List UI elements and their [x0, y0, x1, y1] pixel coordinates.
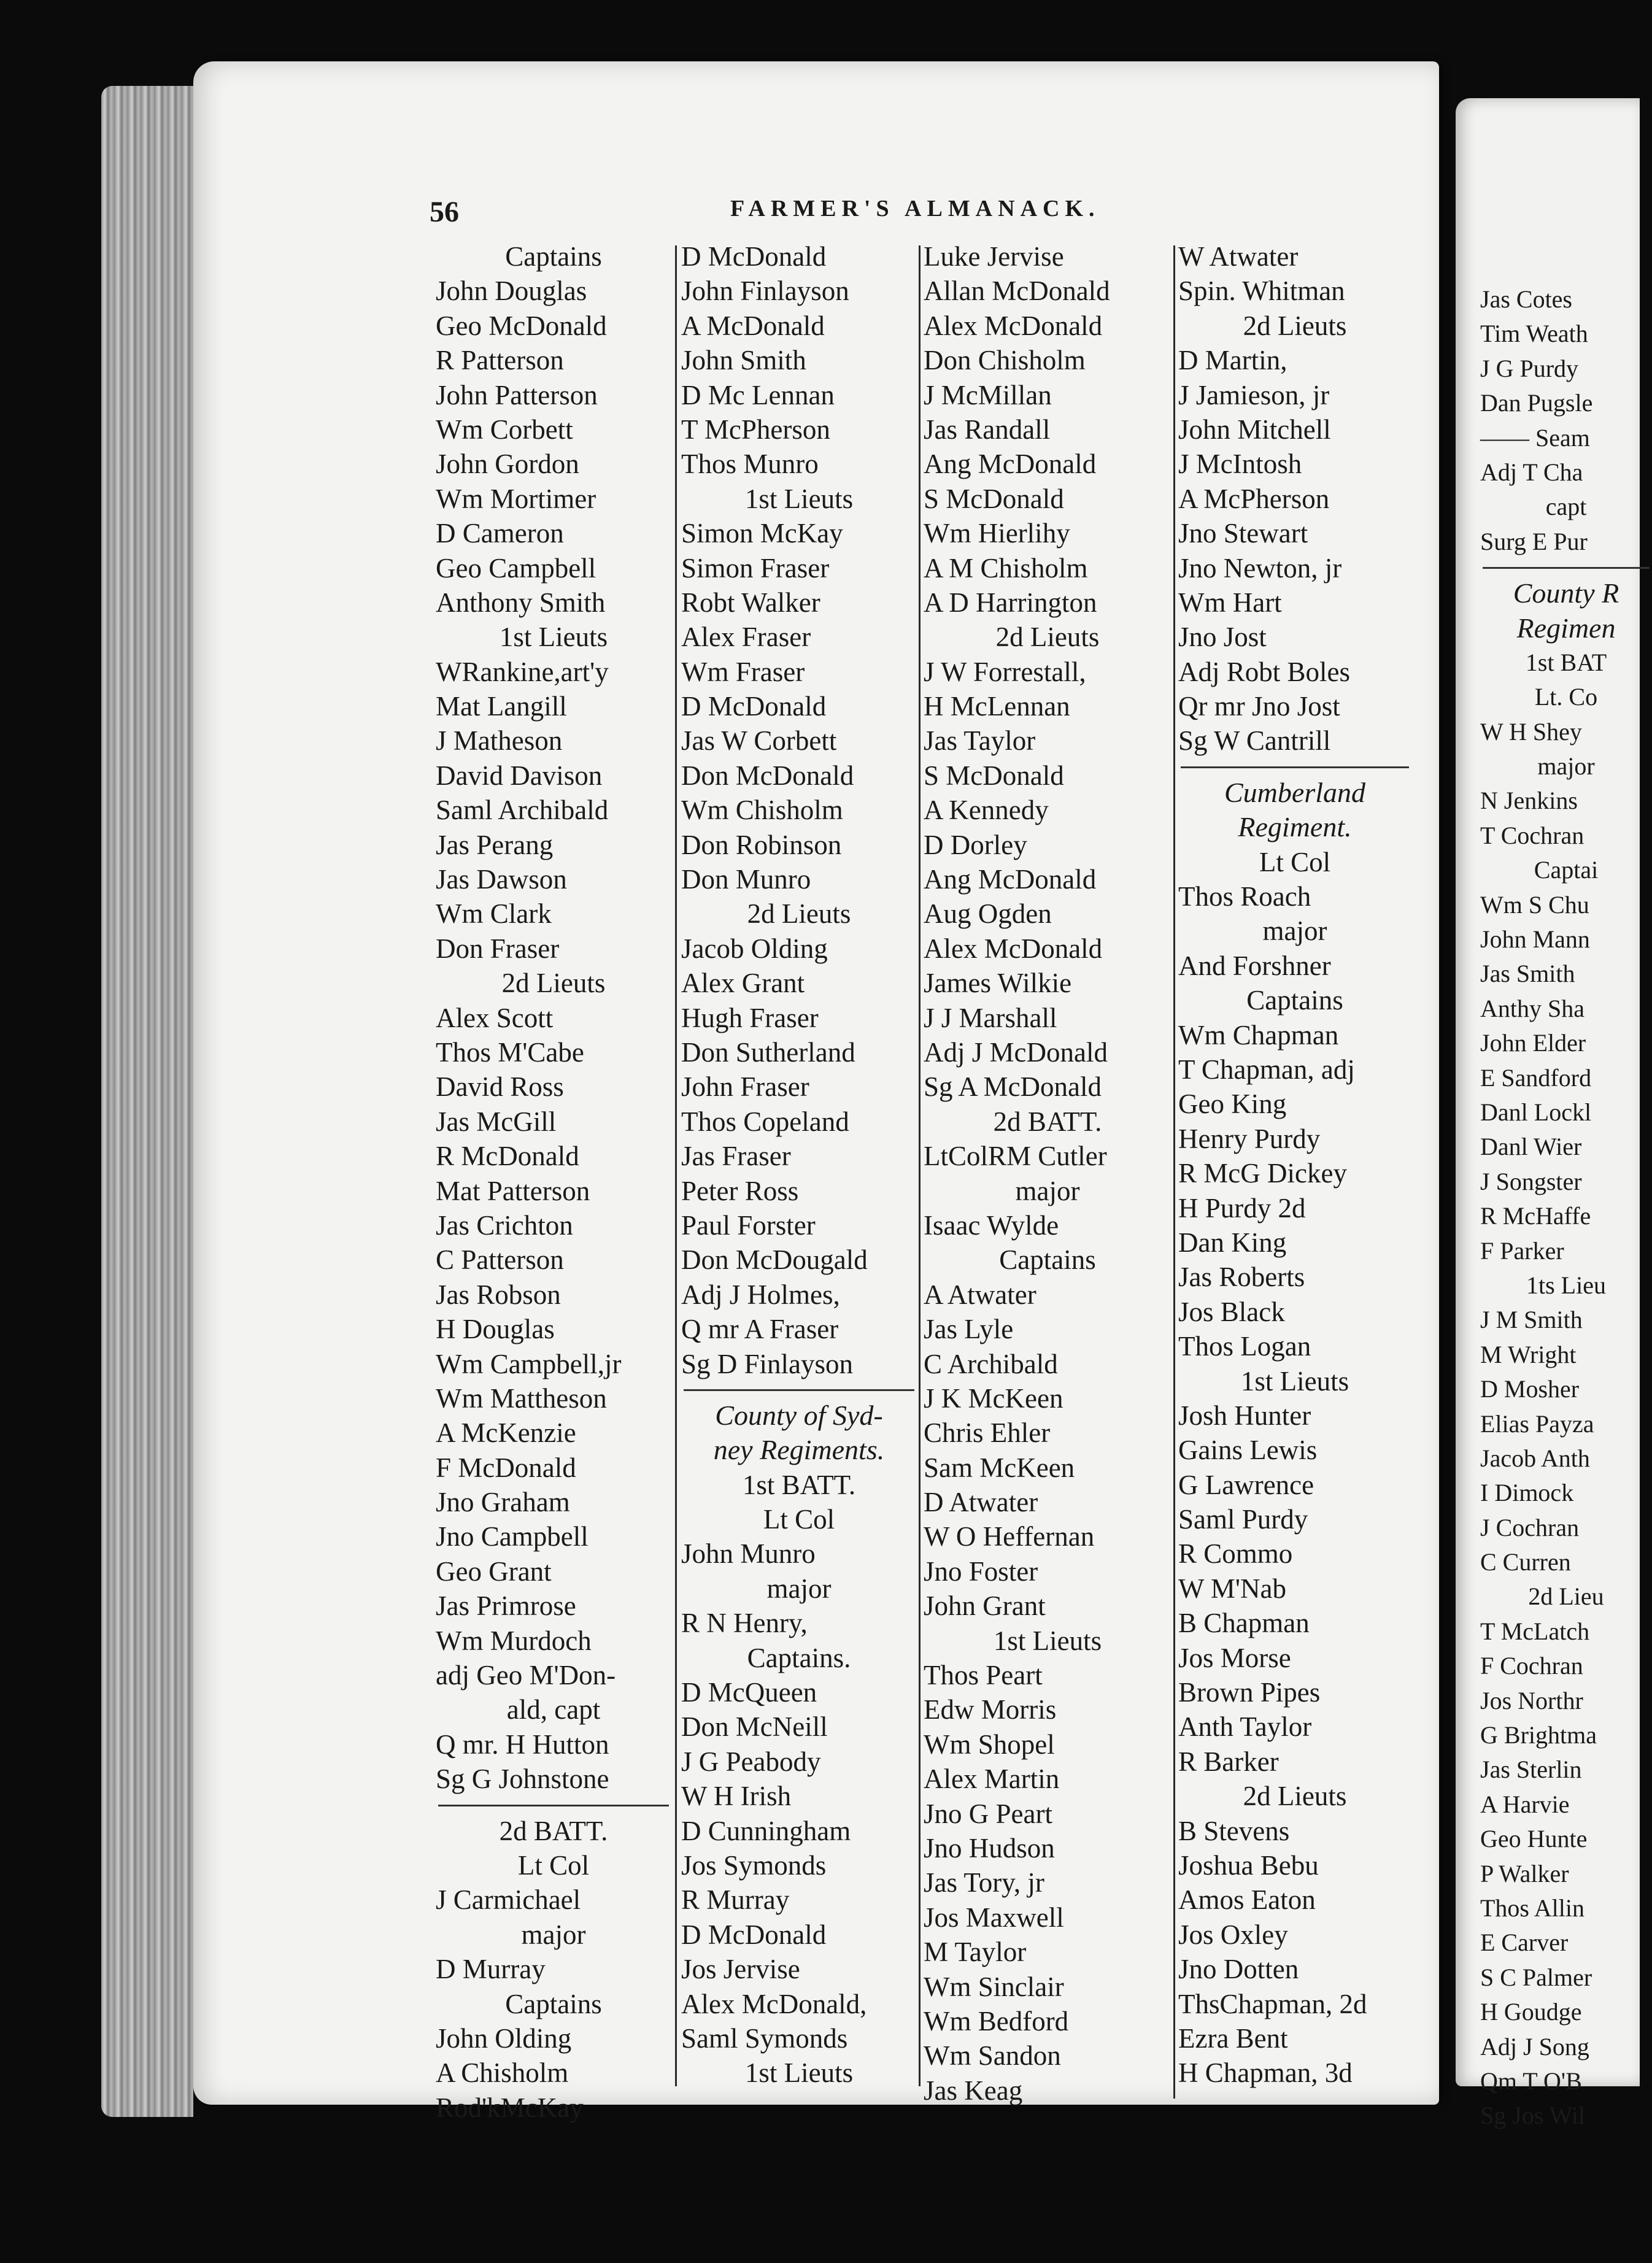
roster-entry: B Stevens: [1178, 1815, 1290, 1846]
roster-entry: Sg G Johnstone: [436, 1764, 609, 1795]
rank-heading: Captains.: [747, 1642, 851, 1673]
roster-entry: J G Peabody: [681, 1746, 821, 1777]
roster-entry: Wm Murdoch: [436, 1625, 592, 1656]
roster-entry: S McDonald: [924, 483, 1064, 514]
roster-entry: J K McKeen: [924, 1382, 1063, 1414]
rank-heading: 1st Lieuts: [1240, 1365, 1349, 1397]
rank-heading: major: [1537, 752, 1595, 781]
roster-entry: J Cochran: [1480, 1513, 1580, 1541]
facing-page-partial: [1456, 98, 1640, 2130]
roster-entry: Don Chisholm: [924, 345, 1086, 376]
roster-entry: John Finlayson: [681, 276, 849, 307]
roster-entry: J Jamieson, jr: [1178, 379, 1330, 411]
roster-entry: Adj J McDonald: [924, 1036, 1108, 1068]
roster-entry: ThsChapman, 2d: [1178, 1988, 1367, 2019]
roster-entry: Jos Jervise: [681, 1954, 800, 1985]
roster-entry: Ang McDonald: [924, 449, 1097, 480]
roster-entry: Isaac Wylde: [924, 1209, 1059, 1241]
roster-entry: A Kennedy: [924, 795, 1049, 826]
roster-entry: Jas Taylor: [924, 725, 1036, 757]
roster-entry: M Wright: [1480, 1340, 1577, 1368]
roster-entry: P Walker: [1480, 1859, 1569, 1887]
roster-entry: W M'Nab: [1178, 1573, 1287, 1604]
roster-entry: Jno Campbell: [436, 1521, 589, 1552]
roster-entry: Jas Lyle: [924, 1314, 1014, 1345]
roster-column-1: [436, 239, 671, 2125]
rank-heading: major: [1262, 916, 1327, 947]
roster-entry: J Songster: [1480, 1167, 1582, 1195]
rank-heading: Captai: [1534, 856, 1599, 884]
roster-entry: Amos Eaton: [1178, 1884, 1316, 1916]
roster-entry: Jas Roberts: [1178, 1262, 1305, 1293]
roster-entry: Don Robinson: [681, 829, 842, 860]
roster-entry: Edw Morris: [924, 1694, 1057, 1725]
roster-column-facing-page: [1480, 282, 1652, 2134]
rank-heading: 1st BATT.: [742, 1469, 856, 1500]
roster-entry: Jno Foster: [924, 1556, 1038, 1587]
roster-entry: Anthony Smith: [436, 587, 606, 618]
roster-entry: Aug Ogden: [924, 898, 1052, 930]
rank-heading: Captains: [505, 241, 602, 272]
roster-entry: H McLennan: [924, 691, 1070, 722]
roster-entry: Jno Jost: [1178, 622, 1267, 653]
roster-entry: H Chapman, 3d: [1178, 2057, 1353, 2089]
roster-entry: Jno Dotten: [1178, 1954, 1299, 1985]
roster-entry: W O Heffernan: [924, 1521, 1095, 1552]
roster-entry: T McPherson: [681, 414, 830, 445]
roster-entry: Chris Ehler: [924, 1417, 1051, 1449]
roster-entry: D McDonald: [681, 241, 827, 272]
section-rule: [681, 1381, 917, 1398]
roster-entry: Qm T O'B: [1480, 2067, 1582, 2095]
roster-entry: D Mc Lennan: [681, 379, 835, 411]
roster-entry: Geo Hunte: [1480, 1825, 1588, 1853]
roster-entry: Jno Stewart: [1178, 518, 1308, 549]
roster-entry: Q mr. H Hutton: [436, 1729, 609, 1760]
roster-entry: Alex McDonald: [924, 933, 1103, 964]
roster-entry: Jno G Peart: [924, 1798, 1052, 1829]
roster-entry: Wm Mortimer: [436, 483, 596, 514]
roster-entry: Thos M'Cabe: [436, 1036, 584, 1068]
roster-entry: Thos Allin: [1480, 1894, 1585, 1922]
roster-entry: Geo Campbell: [436, 552, 596, 584]
section-heading: Cumberland: [1224, 776, 1365, 808]
roster-entry: John Grant: [924, 1590, 1046, 1622]
roster-entry: Wm Clark: [436, 898, 552, 930]
roster-entry: J Matheson: [436, 725, 563, 757]
section-heading: ney Regiments.: [713, 1434, 885, 1466]
roster-entry: A McDonald: [681, 310, 825, 341]
roster-entry: T Chapman, adj: [1178, 1054, 1355, 1085]
roster-entry: Jas McGill: [436, 1106, 557, 1137]
roster-entry: Geo Grant: [436, 1556, 552, 1587]
rank-heading: 2d Lieuts: [1243, 310, 1347, 341]
rank-heading: 1st BAT: [1525, 648, 1607, 676]
roster-entry: J McMillan: [924, 379, 1052, 411]
section-heading: Regimen: [1516, 612, 1616, 644]
roster-entry: J J Marshall: [924, 1002, 1057, 1033]
roster-entry: Simon McKay: [681, 518, 843, 549]
roster-entry: A Harvie: [1480, 1790, 1570, 1818]
roster-entry: J Carmichael: [436, 1884, 581, 1916]
roster-entry: Jos Maxwell: [924, 1902, 1064, 1933]
roster-entry: Jas W Corbett: [681, 725, 837, 757]
section-rule: [1480, 559, 1652, 576]
roster-entry: H Purdy 2d: [1178, 1192, 1306, 1224]
roster-entry: A D Harrington: [924, 587, 1097, 618]
rank-heading: 1st Lieuts: [744, 2057, 854, 2089]
roster-entry: R McDonald: [436, 1141, 579, 1172]
roster-entry: Mat Langill: [436, 691, 567, 722]
roster-entry: Allan McDonald: [924, 276, 1110, 307]
roster-entry: Thos Peart: [924, 1660, 1043, 1691]
roster-entry: Qr mr Jno Jost: [1178, 691, 1340, 722]
rank-heading: Lt Col: [763, 1504, 835, 1535]
roster-entry: Tim Weath: [1480, 320, 1588, 348]
roster-entry: M Taylor: [924, 1937, 1027, 1968]
roster-entry: David Davison: [436, 760, 603, 791]
roster-entry: J G Purdy: [1480, 354, 1579, 382]
roster-entry: Alex Grant: [681, 968, 805, 999]
roster-entry: Jas Perang: [436, 829, 554, 860]
roster-entry: Ezra Bent: [1178, 2022, 1288, 2054]
roster-entry: Don Munro: [681, 864, 811, 895]
rank-heading: Lt. Co: [1534, 683, 1598, 711]
rank-heading: 2d BATT.: [499, 1815, 608, 1846]
rank-heading: major: [521, 1919, 586, 1950]
rank-heading: major: [1015, 1175, 1080, 1206]
roster-entry: R McHaffe: [1480, 1202, 1591, 1230]
roster-entry: Surg E Pur: [1480, 527, 1588, 555]
roster-entry: adj Geo M'Don-: [436, 1660, 616, 1691]
roster-entry: Ang McDonald: [924, 864, 1097, 895]
roster-entry: Jas Primrose: [436, 1590, 576, 1622]
roster-entry: Don McDonald: [681, 760, 854, 791]
roster-entry: Don McNeill: [681, 1711, 828, 1743]
roster-entry: F Cochran: [1480, 1652, 1583, 1680]
roster-entry: Jos Black: [1178, 1296, 1285, 1327]
roster-entry: Alex Scott: [436, 1002, 554, 1033]
roster-entry: R McG Dickey: [1178, 1158, 1347, 1189]
roster-entry: Don Sutherland: [681, 1036, 855, 1068]
roster-entry: J M Smith: [1480, 1306, 1583, 1334]
roster-entry: C Patterson: [436, 1244, 564, 1276]
roster-entry: Wm Shopel: [924, 1729, 1055, 1760]
roster-entry: Wm Fraser: [681, 656, 805, 687]
roster-entry: Henry Purdy: [1178, 1123, 1321, 1154]
roster-entry: Jas Dawson: [436, 864, 567, 895]
rank-heading: Lt Col: [517, 1849, 590, 1881]
roster-entry: Rod'kMcKay: [436, 2092, 584, 2123]
roster-entry: And Forshner: [1178, 950, 1331, 981]
roster-entry: T Cochran: [1480, 821, 1584, 849]
running-title: FARMER'S ALMANACK.: [730, 196, 1100, 222]
roster-entry: Saml Archibald: [436, 795, 609, 826]
section-heading: Regiment.: [1238, 811, 1352, 843]
roster-entry: H Douglas: [436, 1314, 555, 1345]
roster-column-2: [681, 239, 917, 2091]
roster-entry: Thos Copeland: [681, 1106, 849, 1137]
roster-entry: Thos Roach: [1178, 881, 1311, 912]
roster-entry: H Goudge: [1480, 1998, 1582, 2026]
roster-entry: Sg D Finlayson: [681, 1348, 854, 1379]
section-rule: [436, 1797, 671, 1814]
roster-entry: Anth Taylor: [1178, 1711, 1312, 1743]
roster-entry: E Carver: [1480, 1929, 1569, 1957]
roster-entry: A Atwater: [924, 1279, 1036, 1310]
rank-heading: major: [766, 1573, 832, 1604]
roster-entry: N Jenkins: [1480, 787, 1578, 815]
roster-entry: T McLatch: [1480, 1617, 1590, 1645]
roster-entry: Q mr A Fraser: [681, 1314, 839, 1345]
roster-entry: Hugh Fraser: [681, 1002, 819, 1033]
roster-entry: Wm Chapman: [1178, 1019, 1339, 1051]
roster-entry: Alex McDonald,: [681, 1988, 867, 2019]
roster-entry: R Patterson: [436, 345, 564, 376]
roster-entry: F Parker: [1480, 1236, 1564, 1265]
roster-entry: C Curren: [1480, 1548, 1571, 1576]
roster-entry: A McPherson: [1178, 483, 1330, 514]
roster-entry: Mat Patterson: [436, 1175, 590, 1206]
rank-heading: Lt Col: [1259, 846, 1331, 877]
roster-entry: R Barker: [1178, 1746, 1279, 1777]
roster-entry: Wm Corbett: [436, 414, 573, 445]
roster-entry: D McQueen: [681, 1677, 817, 1708]
roster-entry: A McKenzie: [436, 1417, 576, 1449]
page-number: 56: [430, 196, 459, 228]
roster-entry: Danl Lockl: [1480, 1098, 1592, 1126]
roster-entry: Anthy Sha: [1480, 994, 1584, 1022]
rank-heading: 2d Lieuts: [747, 898, 851, 930]
roster-entry: Sg A McDonald: [924, 1071, 1102, 1103]
roster-entry: Don Fraser: [436, 933, 560, 964]
roster-entry: Sg W Cantrill: [1178, 725, 1331, 757]
roster-entry: Jos Northr: [1480, 1686, 1583, 1714]
roster-entry: R Commo: [1178, 1538, 1293, 1570]
roster-entry: Adj J Holmes,: [681, 1279, 840, 1310]
roster-entry: Jno Graham: [436, 1487, 570, 1518]
roster-entry: Alex McDonald: [924, 310, 1103, 341]
roster-entry: F McDonald: [436, 1452, 576, 1483]
roster-entry: Wm Hierlihy: [924, 518, 1070, 549]
roster-entry: Jas Randall: [924, 414, 1051, 445]
roster-entry: R Murray: [681, 1884, 790, 1916]
roster-entry: D Atwater: [924, 1487, 1038, 1518]
roster-entry: Jno Hudson: [924, 1832, 1055, 1864]
rank-heading: Captains: [505, 1988, 602, 2019]
roster-entry: Jos Oxley: [1178, 1919, 1288, 1950]
roster-entry: Robt Walker: [681, 587, 820, 618]
roster-entry: G Lawrence: [1178, 1469, 1314, 1500]
rank-heading: 2d Lieu: [1528, 1583, 1604, 1611]
rank-heading: capt: [1545, 493, 1587, 521]
roster-entry: D Cameron: [436, 518, 564, 549]
roster-entry: John Mitchell: [1178, 414, 1331, 445]
roster-entry: James Wilkie: [924, 968, 1072, 999]
roster-entry: J McIntosh: [1178, 449, 1302, 480]
roster-entry: J W Forrestall,: [924, 656, 1086, 687]
roster-entry: R N Henry,: [681, 1608, 808, 1639]
roster-entry: Wm Chisholm: [681, 795, 843, 826]
roster-entry: Thos Logan: [1178, 1331, 1311, 1362]
roster-entry: Wm Sandon: [924, 2040, 1061, 2072]
rank-heading: 2d BATT.: [993, 1106, 1102, 1137]
roster-entry: Wm Campbell,jr: [436, 1348, 622, 1379]
roster-entry: Wm Sinclair: [924, 1971, 1064, 2002]
roster-entry: D Martin,: [1178, 345, 1287, 376]
roster-entry: Josh Hunter: [1178, 1400, 1311, 1431]
roster-entry: Adj J Song: [1480, 2032, 1589, 2061]
roster-entry: Don McDougald: [681, 1244, 868, 1276]
roster-entry: Jas Sterlin: [1480, 1756, 1582, 1784]
roster-entry: LtColRM Cutler: [924, 1141, 1107, 1172]
roster-entry: C Archibald: [924, 1348, 1058, 1379]
roster-entry: B Chapman: [1178, 1608, 1310, 1639]
roster-entry: Jas Cotes: [1480, 285, 1572, 313]
roster-entry: Joshua Bebu: [1178, 1849, 1319, 1881]
roster-entry: Thos Munro: [681, 449, 819, 480]
roster-entry: Dan Pugsle: [1480, 389, 1593, 417]
roster-entry: Adj T Cha: [1480, 458, 1583, 486]
book-page-edges: [101, 86, 193, 2117]
roster-entry: Gains Lewis: [1178, 1435, 1318, 1466]
roster-entry: Jos Symonds: [681, 1849, 827, 1881]
column-divider: [919, 245, 921, 2086]
roster-entry: John Mann: [1480, 925, 1590, 954]
roster-entry: W Atwater: [1178, 241, 1299, 272]
roster-entry: David Ross: [436, 1071, 564, 1103]
roster-entry: Jas Smith: [1480, 960, 1575, 988]
roster-entry: Spin. Whitman: [1178, 276, 1345, 307]
roster-entry: Jas Fraser: [681, 1141, 791, 1172]
roster-entry: S McDonald: [924, 760, 1064, 791]
roster-entry: D McDonald: [681, 1919, 827, 1950]
section-heading: County R: [1513, 577, 1619, 609]
rank-heading: Captains: [999, 1244, 1096, 1276]
roster-entry: Peter Ross: [681, 1175, 799, 1206]
roster-entry: Wm Bedford: [924, 2005, 1069, 2037]
roster-entry: Geo McDonald: [436, 310, 607, 341]
roster-entry: Sam McKeen: [924, 1452, 1075, 1483]
roster-entry: Jno Newton, jr: [1178, 552, 1342, 584]
column-divider: [675, 245, 677, 2086]
roster-entry: Jacob Anth: [1480, 1444, 1590, 1472]
roster-entry: WRankine,art'y: [436, 656, 609, 687]
roster-entry: John Gordon: [436, 449, 579, 480]
roster-entry: John Elder: [1480, 1029, 1586, 1057]
roster-entry: Geo King: [1178, 1089, 1287, 1120]
roster-entry: Simon Fraser: [681, 552, 830, 584]
roster-entry: Alex Martin: [924, 1764, 1060, 1795]
roster-entry: D Murray: [436, 1954, 546, 1985]
roster-column-3: [924, 239, 1171, 2108]
rank-heading: 2d Lieuts: [995, 622, 1100, 653]
roster-entry: Wm Mattheson: [436, 1382, 607, 1414]
roster-entry: Danl Wier: [1480, 1133, 1582, 1161]
roster-entry: —— Seam: [1480, 423, 1590, 452]
roster-entry: Jas Robson: [436, 1279, 561, 1310]
roster-entry: E Sandford: [1480, 1063, 1592, 1092]
roster-entry: Brown Pipes: [1178, 1677, 1321, 1708]
roster-entry: Saml Purdy: [1178, 1504, 1308, 1535]
roster-entry: Jas Tory, jr: [924, 1867, 1044, 1899]
roster-entry: D McDonald: [681, 691, 827, 722]
roster-entry: Dan King: [1178, 1227, 1287, 1258]
roster-entry: Alex Fraser: [681, 622, 811, 653]
roster-entry: Jas Keag: [924, 2075, 1023, 2106]
roster-entry: Adj Robt Boles: [1178, 656, 1351, 687]
roster-entry: S C Palmer: [1480, 1963, 1592, 1991]
roster-entry: Sg Jos Wil: [1480, 2102, 1586, 2130]
section-rule: [1178, 758, 1411, 776]
roster-entry: W H Irish: [681, 1781, 792, 1812]
roster-entry: Paul Forster: [681, 1209, 816, 1241]
roster-entry: John Olding: [436, 2022, 572, 2054]
column-divider: [1173, 245, 1175, 2099]
roster-entry: Luke Jervise: [924, 241, 1064, 272]
rank-heading: 1st Lieuts: [744, 483, 854, 514]
roster-entry: Jacob Olding: [681, 933, 828, 964]
rank-heading: ald, capt: [506, 1694, 601, 1725]
rank-heading: 2d Lieuts: [501, 968, 606, 999]
roster-entry: John Fraser: [681, 1071, 809, 1103]
roster-entry: John Douglas: [436, 276, 587, 307]
roster-entry: Saml Symonds: [681, 2022, 848, 2054]
rank-heading: Captains: [1246, 985, 1343, 1016]
rank-heading: 1ts Lieu: [1526, 1271, 1606, 1299]
roster-entry: D Cunningham: [681, 1815, 851, 1846]
roster-entry: Wm Hart: [1178, 587, 1282, 618]
roster-entry: W H Shey: [1480, 717, 1582, 746]
roster-entry: I Dimock: [1480, 1479, 1574, 1507]
roster-entry: D Dorley: [924, 829, 1027, 860]
roster-entry: John Munro: [681, 1538, 816, 1570]
roster-entry: John Smith: [681, 345, 806, 376]
roster-entry: Jas Crichton: [436, 1209, 573, 1241]
rank-heading: 1st Lieuts: [993, 1625, 1102, 1656]
roster-entry: Jos Morse: [1178, 1642, 1291, 1673]
roster-entry: Wm S Chu: [1480, 890, 1589, 919]
roster-entry: A Chisholm: [436, 2057, 569, 2089]
roster-entry: G Brightma: [1480, 1721, 1597, 1749]
roster-entry: John Patterson: [436, 379, 598, 411]
rank-heading: 1st Lieuts: [499, 622, 608, 653]
roster-entry: Elias Payza: [1480, 1409, 1594, 1438]
roster-column-4: [1178, 239, 1411, 2091]
rank-heading: 2d Lieuts: [1243, 1781, 1347, 1812]
roster-entry: D Mosher: [1480, 1375, 1580, 1403]
section-heading: County of Syd-: [715, 1399, 883, 1431]
roster-entry: A M Chisholm: [924, 552, 1088, 584]
